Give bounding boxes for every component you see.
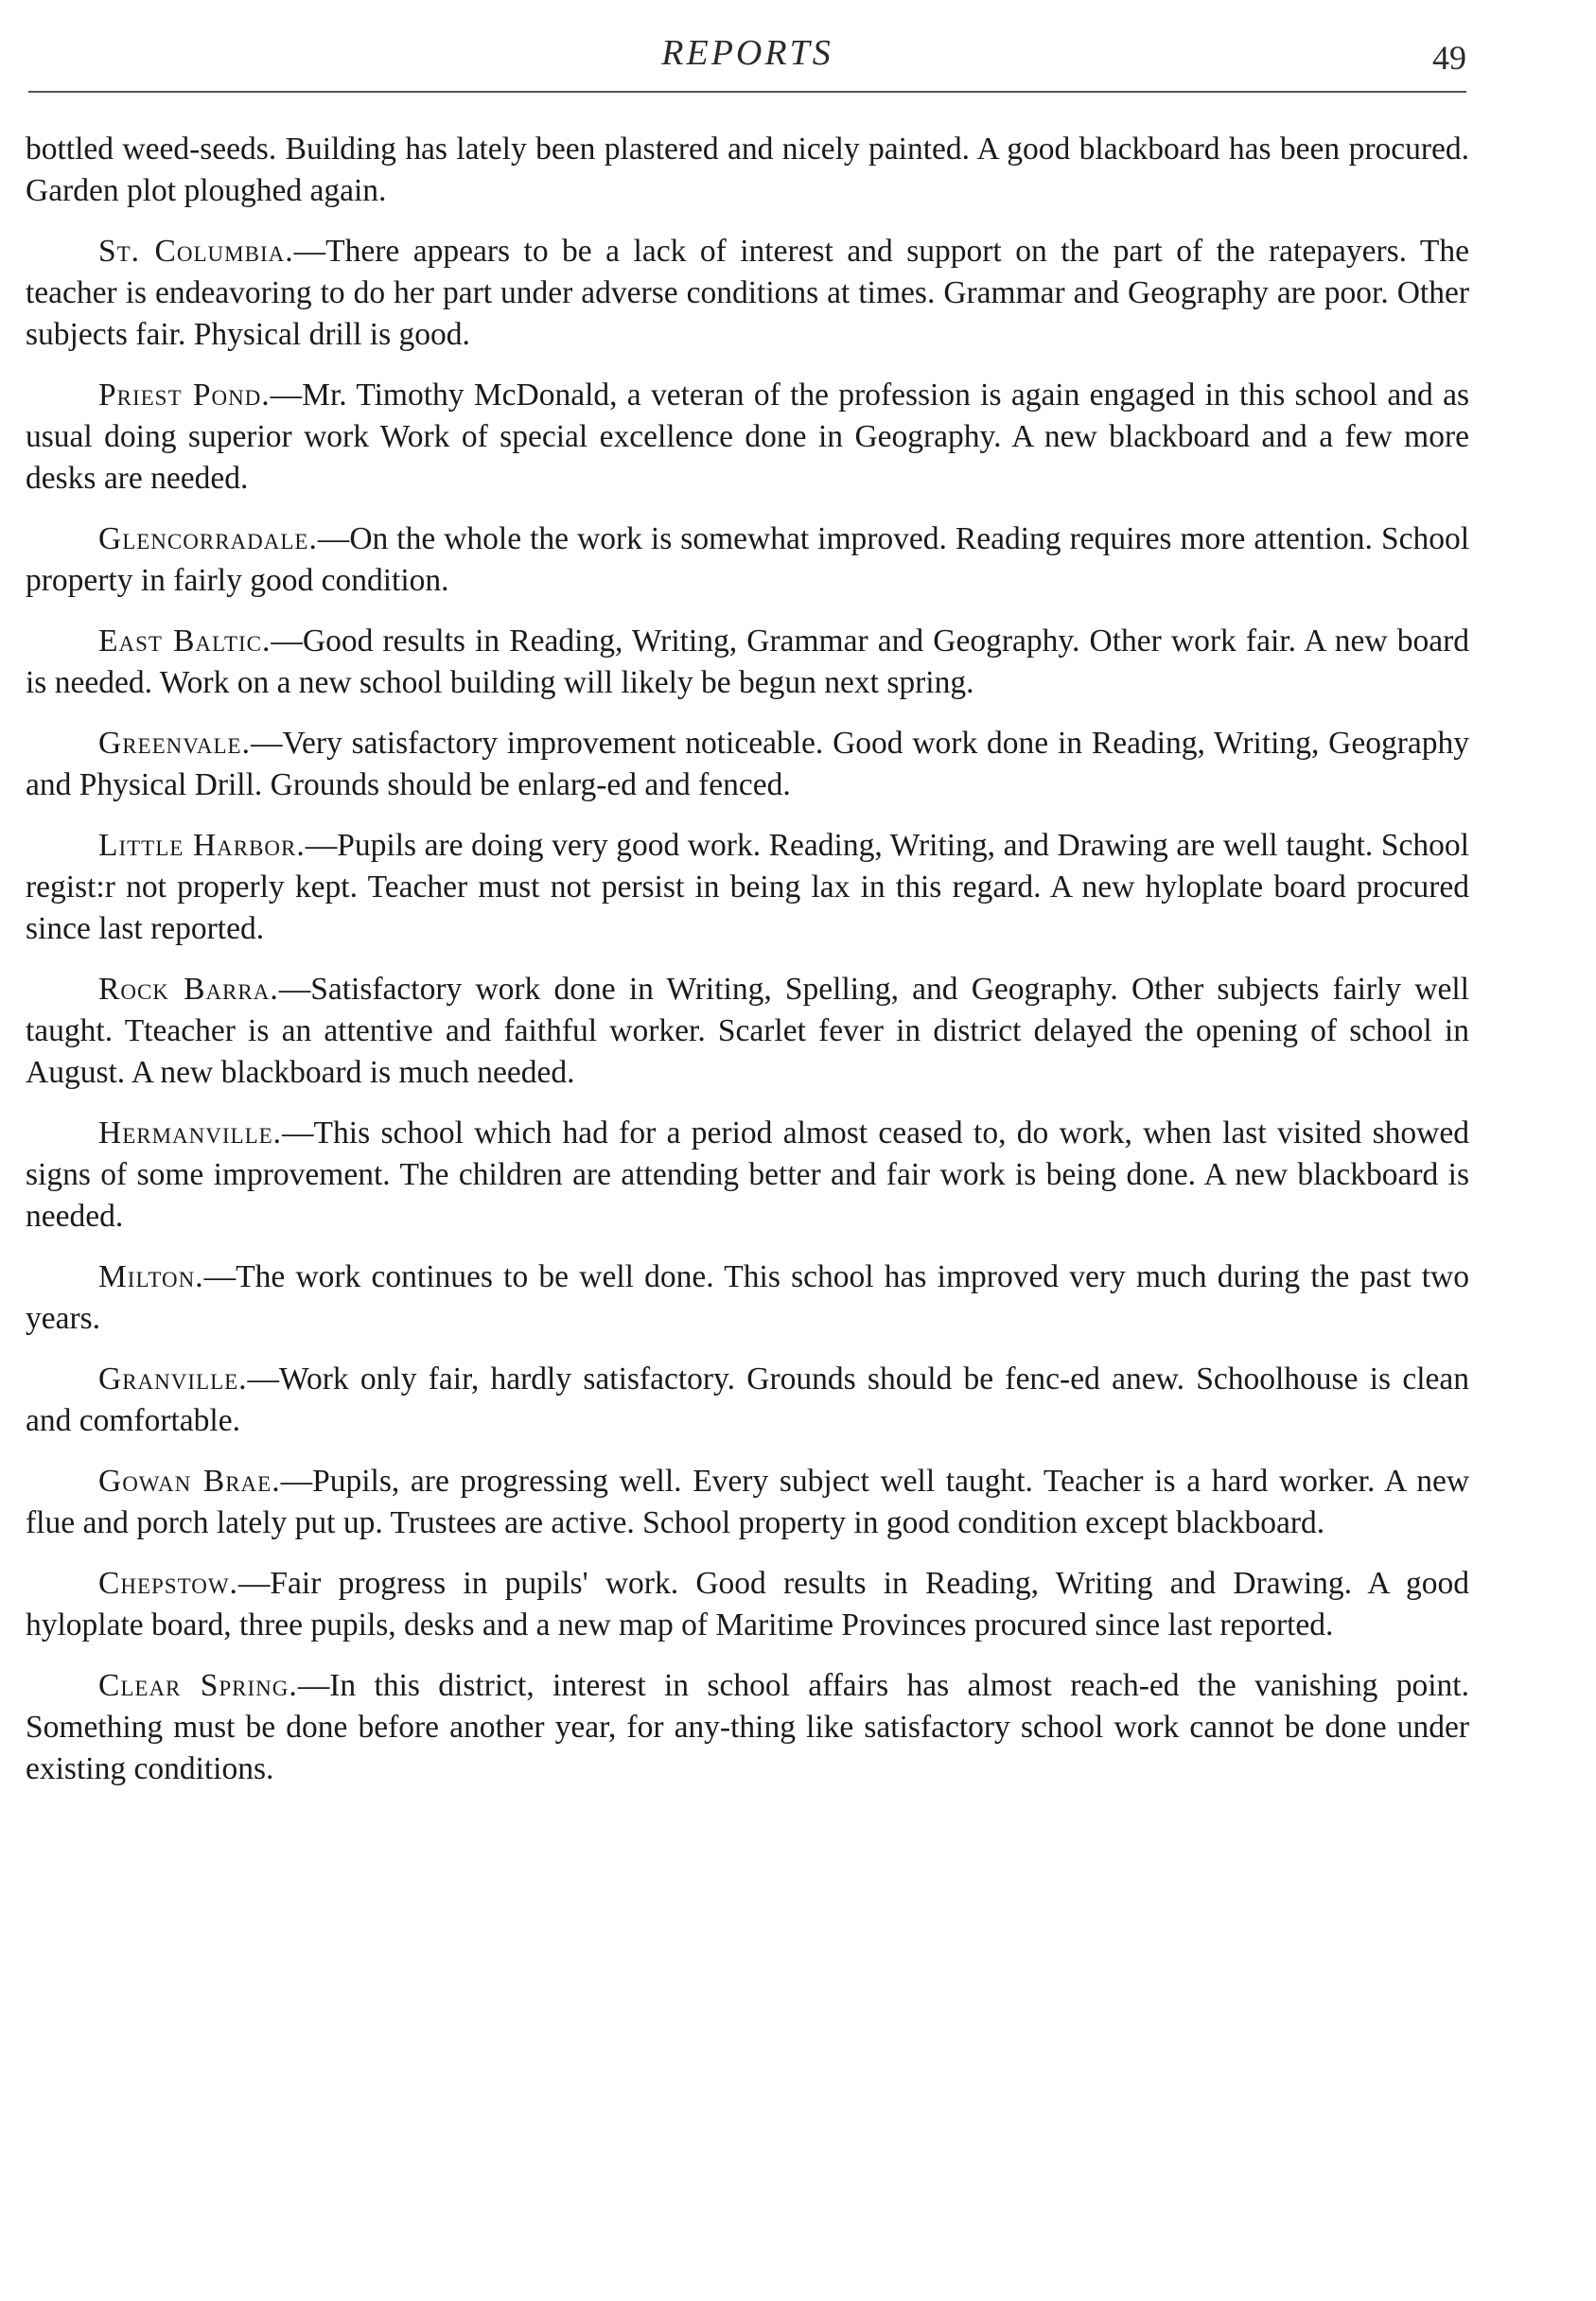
paragraph-school-report — [26, 1256, 1469, 1340]
paragraph-text: —Satisfactory work done in Writing, Spelling, and Geography. Other subjects fairly well taught. Tteacher is an attentive and faithful worker. Scarlet fever in district delayed the opening of school in August. A new blackboard is much needed. — [26, 972, 1469, 1090]
paragraph-text: —In this district, interest in school affairs has almost reach-ed the vanishing point. Something must be done before another year, for any-thing like satisfactory school work cannot be done under existing conditions. — [26, 1668, 1469, 1786]
paragraph-text: —There appears to be a lack of interest and support on the part of the ratepayers. The teacher is endeavoring to do her part under adverse conditions at times. Grammar and Geography are poor. Other subjects fair. Physical drill is good. — [26, 234, 1469, 352]
paragraph-school-report — [26, 1665, 1469, 1790]
header-rule — [28, 91, 1466, 93]
paragraph-text: —Fair progress in pupils' work. Good results in Reading, Writing and Drawing. A good hyloplate board, three pupils, desks and a new map of Maritime Provinces procured since last reported. — [26, 1566, 1469, 1642]
paragraph-text: —Good results in Reading, Writing, Grammar and Geography. Other work fair. A new board is needed. Work on a new school building will likely be begun next spring. — [26, 624, 1469, 700]
paragraph-school-report — [26, 1461, 1469, 1544]
running-title: REPORTS — [661, 33, 833, 73]
school-name: Chepstow. — [98, 1566, 238, 1601]
school-name: Clear Spring. — [98, 1668, 298, 1703]
school-name: East Baltic. — [98, 624, 272, 659]
paragraph-school-report — [26, 231, 1469, 356]
paragraph-text: —Pupils are doing very good work. Reading, Writing, and Drawing are well taught. School regist:r not properly kept. Teacher must not persist in being lax in this regard. A new hyloplate board procured since last reported. — [26, 828, 1469, 946]
body-text — [26, 129, 1469, 1809]
paragraph-school-report — [26, 621, 1469, 704]
page-number: 49 — [1432, 39, 1466, 77]
school-name: Hermanville. — [98, 1115, 283, 1150]
school-name: Little Harbor. — [98, 828, 306, 863]
paragraph-text: bottled weed-seeds. Building has lately been plastered and nicely painted. A good blackboard has been procured. Garden plot ploughed again. — [26, 132, 1469, 208]
paragraph-school-report — [26, 723, 1469, 806]
school-name: Priest Pond. — [98, 378, 271, 413]
paragraph-school-report — [26, 1563, 1469, 1646]
paragraph-text: —Pupils, are progressing well. Every subject well taught. Teacher is a hard worker. A new flue and porch lately put up. Trustees are active. School property in good condition except blackboard. — [26, 1464, 1470, 1540]
running-header — [28, 32, 1466, 89]
paragraph-text: —The work continues to be well done. This school has improved very much during the past two years. — [26, 1259, 1469, 1336]
paragraph-text: —Work only fair, hardly satisfactory. Grounds should be fenc-ed anew. Schoolhouse is clean and comfortable. — [26, 1361, 1469, 1438]
paragraph-text: —Mr. Timothy McDonald, a veteran of the profession is again engaged in this school and as usual doing superior work Work of special excellence done in Geography. A new blackboard and a few more desks are needed. — [26, 378, 1470, 496]
school-name: St. Columbia. — [98, 234, 294, 269]
school-name: Granville. — [98, 1361, 248, 1396]
school-name: Gowan Brae. — [98, 1464, 281, 1499]
paragraph-school-report — [26, 1113, 1469, 1238]
school-name: Rock Barra. — [98, 972, 279, 1007]
school-name: Milton. — [98, 1259, 204, 1294]
paragraph-school-report — [26, 825, 1469, 950]
school-name: Glencorradale. — [98, 521, 318, 556]
school-name: Greenvale. — [98, 726, 251, 761]
paragraph-text: —This school which had for a period almost ceased to, do work, when last visited showed signs of some improvement. The children are attending better and fair work is being done. A new blackboard is needed. — [26, 1115, 1469, 1234]
paragraph-text: —On the whole the work is somewhat improved. Reading requires more attention. School property in fairly good condition. — [26, 521, 1469, 598]
paragraph-school-report — [26, 518, 1469, 602]
paragraph-text: —Very satisfactory improvement noticeable. Good work done in Reading, Writing, Geography and Physical Drill. Grounds should be enlarg-ed and fenced. — [26, 726, 1469, 802]
paragraph-school-report — [26, 375, 1469, 500]
paragraph-school-report — [26, 1359, 1469, 1442]
paragraph-continuation — [26, 129, 1469, 212]
paragraph-school-report — [26, 969, 1469, 1094]
